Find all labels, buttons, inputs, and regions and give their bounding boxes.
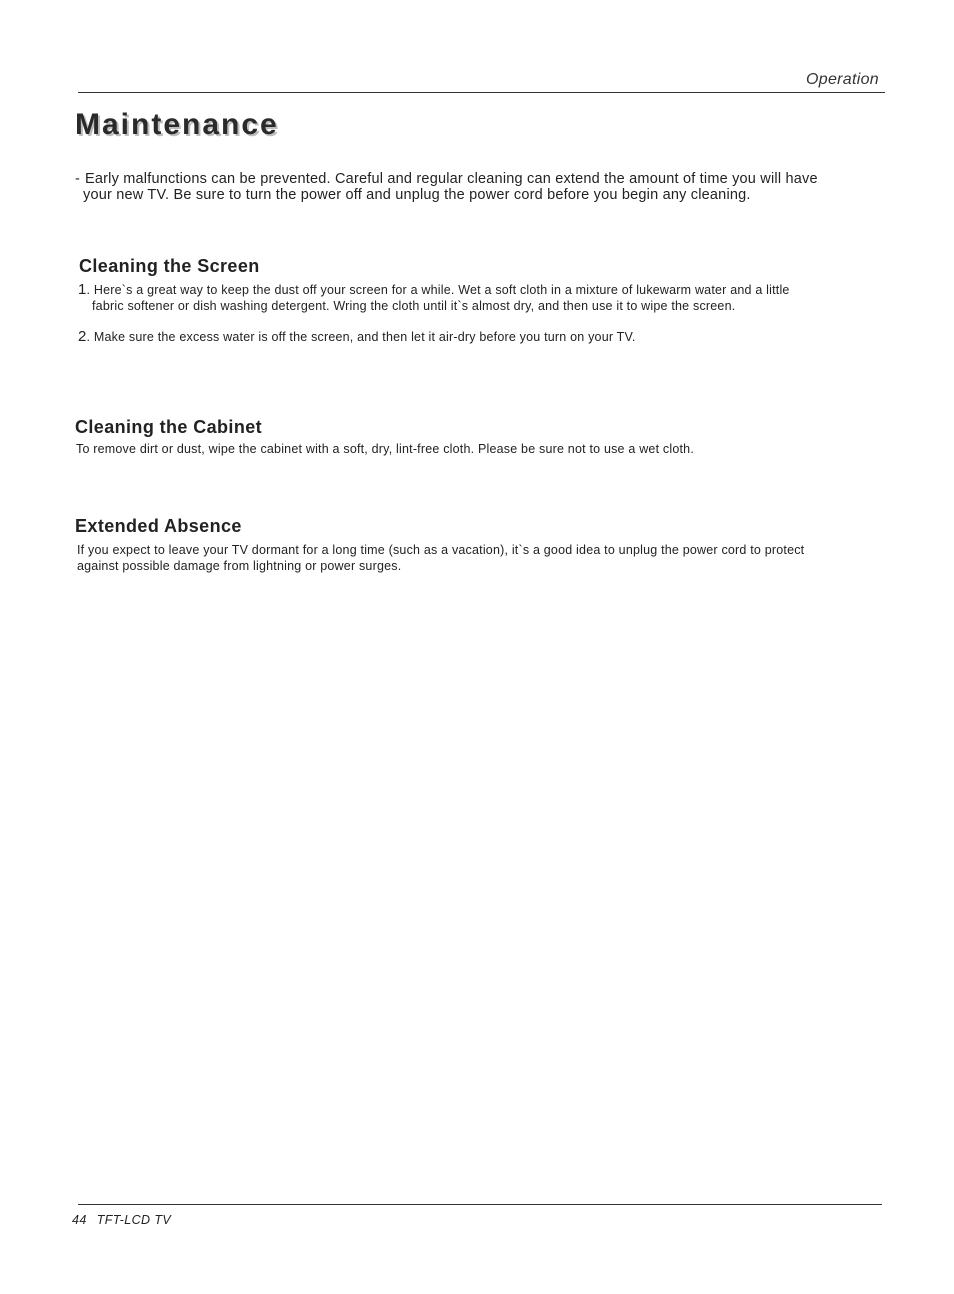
screen-item-1-line-2: fabric softener or dish washing detergent. Wring the cloth until it`s almost dry, and then use it to wipe the screen. [92, 298, 736, 313]
screen-item-1-line-1: . Here`s a great way to keep the dust off your screen for a while. Wet a soft cloth in a mixture of lukewarm water and a little [86, 283, 790, 297]
screen-item-2-line-1: . Make sure the excess water is off the screen, and then let it air-dry before you turn on your TV. [86, 330, 636, 344]
cleaning-screen-heading: Cleaning the Screen [79, 256, 260, 276]
extended-absence-line-1: If you expect to leave your TV dormant for a long time (such as a vacation), it`s a good idea to unplug the power cord to protect [77, 543, 805, 557]
intro-line-1 [75, 171, 875, 187]
page-number: 44 [72, 1213, 87, 1227]
intro-line-2: your new TV. Be sure to turn the power off and unplug the power cord before you begin any cleaning. [83, 187, 751, 203]
extended-absence-heading: Extended Absence [75, 516, 242, 536]
extended-absence-text [77, 543, 877, 574]
section-label: Operation [806, 71, 879, 88]
footer-rule [78, 1204, 882, 1205]
intro-dash: - [75, 171, 81, 187]
screen-item-1-number: 1 [78, 281, 87, 298]
header-rule [78, 92, 885, 93]
screen-item-2 [78, 329, 878, 346]
intro-text-1: Early malfunctions can be prevented. Careful and regular cleaning can extend the amount of time you will have [85, 171, 818, 187]
page-title: Maintenance [75, 108, 279, 141]
product-name: TFT-LCD TV [96, 1213, 172, 1227]
intro-paragraph [75, 171, 875, 203]
cleaning-cabinet-heading: Cleaning the Cabinet [75, 417, 263, 437]
screen-item-1 [78, 282, 878, 314]
footer [72, 1213, 171, 1227]
extended-absence-line-2: against possible damage from lightning or power surges. [77, 558, 402, 573]
cleaning-cabinet-text: To remove dirt or dust, wipe the cabinet with a soft, dry, lint-free cloth. Please be sure not to use a wet cloth. [76, 442, 695, 456]
screen-item-2-number: 2 [78, 328, 87, 345]
